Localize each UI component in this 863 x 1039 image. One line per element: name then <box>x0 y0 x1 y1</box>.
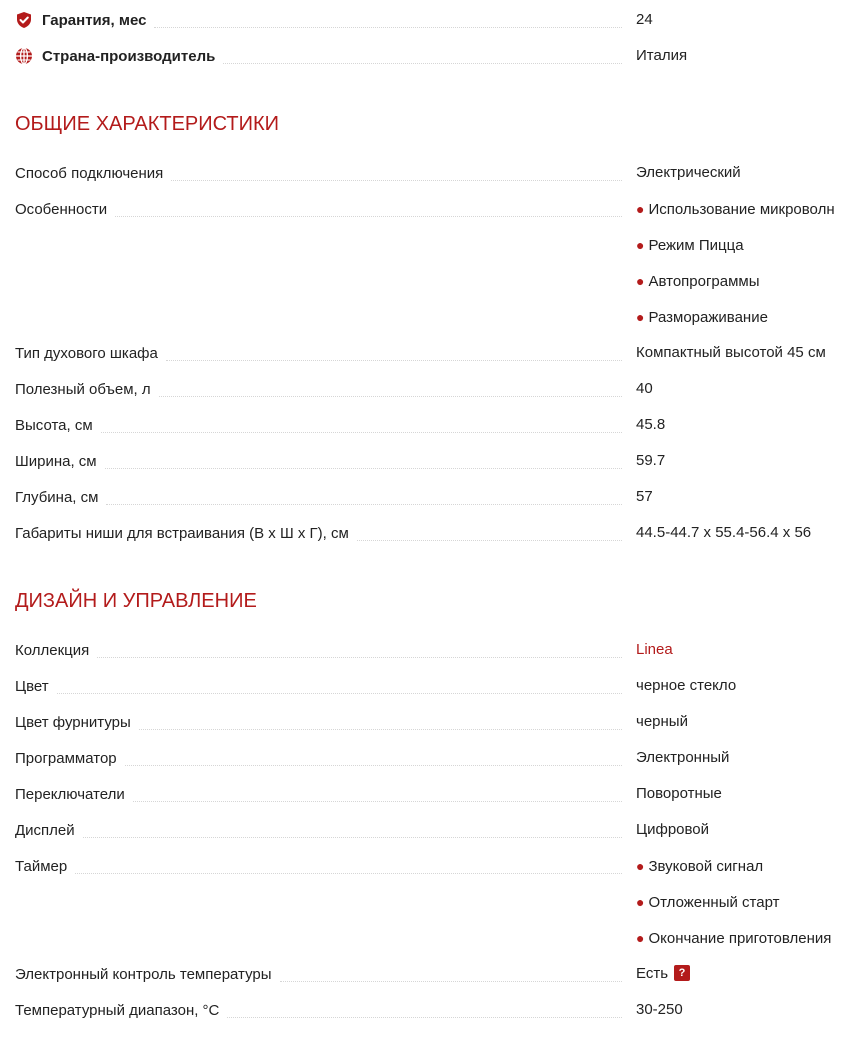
spec-value: 44.5-44.7 х 55.4-56.4 х 56 <box>636 524 812 541</box>
help-icon[interactable]: ? <box>674 965 690 981</box>
spec-row-timer-cont <box>15 884 863 920</box>
spec-label: Глубина, см <box>15 489 106 506</box>
spec-row-oven-type <box>15 335 863 371</box>
spec-label: Полезный объем, л <box>15 381 159 398</box>
dotted-leader <box>57 693 622 694</box>
spec-value: Поворотные <box>636 785 722 802</box>
spec-value: черное стекло <box>636 677 737 694</box>
feature-item: ● Использование микроволн <box>636 201 835 218</box>
spec-value: 40 <box>636 380 653 397</box>
dotted-leader <box>105 468 622 469</box>
section-title-general: ОБЩИЕ ХАРАКТЕРИСТИКИ <box>15 113 280 135</box>
dotted-leader <box>159 396 622 397</box>
feature-item: ● Размораживание <box>636 309 768 326</box>
spec-label: Электронный контроль температуры <box>15 966 280 983</box>
spec-label: Габариты ниши для встраивания (В х Ш х Г), см <box>15 525 357 542</box>
spec-row-country <box>15 38 863 74</box>
bullet-icon: ● <box>636 309 645 325</box>
spec-row-temp-control <box>15 956 863 992</box>
spec-value: Электрический <box>636 164 741 181</box>
feature-item: ● Режим Пицца <box>636 237 744 254</box>
dotted-leader <box>166 360 622 361</box>
spec-label: Высота, см <box>15 417 101 434</box>
bullet-icon: ● <box>636 201 645 217</box>
spec-label: Дисплей <box>15 822 83 839</box>
dotted-leader <box>106 504 622 505</box>
spec-value: 30-250 <box>636 1001 683 1018</box>
spec-row-temp-range <box>15 992 863 1028</box>
dotted-leader <box>97 657 622 658</box>
dotted-leader <box>280 981 622 982</box>
spec-value: 24 <box>636 11 653 28</box>
spec-row-warranty <box>15 2 863 38</box>
spec-row-height <box>15 407 863 443</box>
spec-row-programmer <box>15 740 863 776</box>
dotted-leader <box>227 1017 622 1018</box>
spec-row-timer-cont <box>15 920 863 956</box>
spec-label: Таймер <box>15 858 75 875</box>
spec-row-width <box>15 443 863 479</box>
spec-label: Цвет <box>15 678 57 695</box>
spec-row-display <box>15 812 863 848</box>
collection-link[interactable]: Linea <box>636 641 673 658</box>
spec-label: Цвет фурнитуры <box>15 714 139 731</box>
bullet-icon: ● <box>636 930 645 946</box>
section-title-design: ДИЗАЙН И УПРАВЛЕНИЕ <box>15 590 257 612</box>
feature-item: ● Автопрограммы <box>636 273 760 290</box>
spec-row-features-cont <box>15 263 863 299</box>
shield-check-icon <box>15 11 33 29</box>
dotted-leader <box>133 801 622 802</box>
dotted-leader <box>223 63 622 64</box>
spec-value: 57 <box>636 488 653 505</box>
globe-icon <box>15 47 33 65</box>
timer-item: ● Отложенный старт <box>636 894 780 911</box>
spec-value: черный <box>636 713 688 730</box>
dotted-leader <box>115 216 622 217</box>
dotted-leader <box>101 432 622 433</box>
dotted-leader <box>139 729 622 730</box>
spec-row-switches <box>15 776 863 812</box>
bullet-icon: ● <box>636 858 645 874</box>
spec-label: Ширина, см <box>15 453 105 470</box>
spec-label: Страна-производитель <box>42 48 223 65</box>
spec-row-fittings-color <box>15 704 863 740</box>
dotted-leader <box>75 873 622 874</box>
spec-label: Переключатели <box>15 786 133 803</box>
dotted-leader <box>357 540 622 541</box>
spec-row-color <box>15 668 863 704</box>
bullet-icon: ● <box>636 273 645 289</box>
spec-value: Есть ? <box>636 956 690 992</box>
spec-label: Температурный диапазон, °C <box>15 1002 227 1019</box>
timer-item: ● Окончание приготовления <box>636 930 832 947</box>
spec-value: Цифровой <box>636 821 710 838</box>
spec-row-features-cont <box>15 227 863 263</box>
spec-value: Италия <box>636 47 688 64</box>
spec-row-collection <box>15 632 863 668</box>
spec-row-timer <box>15 848 863 884</box>
spec-row-connection <box>15 155 863 191</box>
dotted-leader <box>125 765 622 766</box>
spec-row-niche <box>15 515 863 551</box>
spec-value: 45.8 <box>636 416 666 433</box>
spec-row-features-cont <box>15 299 863 335</box>
dotted-leader <box>171 180 622 181</box>
timer-item: ● Звуковой сигнал <box>636 858 764 875</box>
spec-row-volume <box>15 371 863 407</box>
spec-label: Способ подключения <box>15 165 171 182</box>
bullet-icon: ● <box>636 894 645 910</box>
spec-label: Коллекция <box>15 642 97 659</box>
bullet-icon: ● <box>636 237 645 253</box>
dotted-leader <box>83 837 622 838</box>
spec-value: Электронный <box>636 749 730 766</box>
spec-row-features <box>15 191 863 227</box>
spec-label: Тип духового шкафа <box>15 345 166 362</box>
spec-row-depth <box>15 479 863 515</box>
spec-label: Программатор <box>15 750 125 767</box>
dotted-leader <box>154 27 622 28</box>
spec-label: Гарантия, мес <box>42 12 154 29</box>
spec-label: Особенности <box>15 201 115 218</box>
spec-value: Компактный высотой 45 см <box>636 344 826 361</box>
spec-value: 59.7 <box>636 452 666 469</box>
